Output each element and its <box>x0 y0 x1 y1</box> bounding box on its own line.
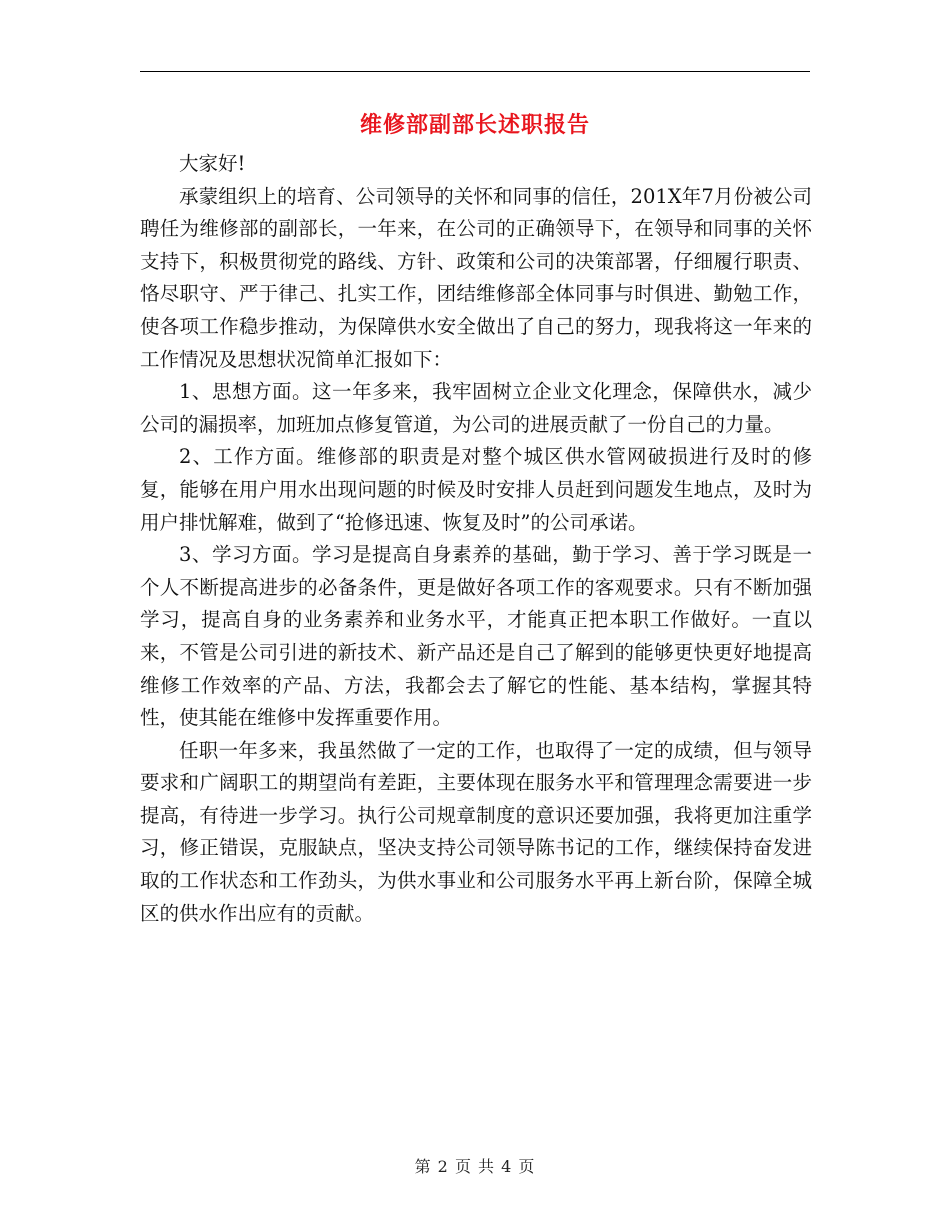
paragraph-greeting: 大家好! <box>179 152 246 175</box>
paragraph-thinking: 1、思想方面。这一年多来，我牢固树立企业文化理念，保障供水，减少公司的漏损率，加班加点修复管道，为公司的进展贡献了一份自己的力量。 <box>140 380 812 436</box>
paragraph-intro: 承蒙组织上的培育、公司领导的关怀和同事的信任，201X年7月份被公司聘任为维修部的副部长，一年来，在公司的正确领导下，在领导和同事的关怀支持下，积极贯彻党的路线、方针、政策和公司的决策部署，仔细履行职责、恪尽职守、严于律己、扎实工作，团结维修部全体同事与时俱进、勤勉工作，使各项工作稳步推动，为保障供水安全做出了自己的努力，现我将这一年来的工作情况及思想状况简单汇报如下： <box>140 184 812 371</box>
document-title: 维修部副部长述职报告 <box>359 112 590 138</box>
page-number: 第 2 页 共 4 页 <box>414 1157 536 1176</box>
paragraph-work: 2、工作方面。维修部的职责是对整个城区供水管网破损进行及时的修复，能够在用户用水出现问题的时候及时安排人员赶到问题发生地点，及时为用户排忧解难，做到了“抢修迅速、恢复及时”的公司承诺。 <box>140 445 812 534</box>
header-rule <box>140 71 810 72</box>
paragraph-conclusion: 任职一年多来，我虽然做了一定的工作，也取得了一定的成绩，但与领导要求和广阔职工的期望尚有差距，主要体现在服务水平和管理理念需要进一步提高，有待进一步学习。执行公司规章制度的意识还要加强，我将更加注重学习，修正错误，克服缺点，坚决支持公司领导陈书记的工作，继续保持奋发进取的工作状态和工作劲头，为供水事业和公司服务水平再上新台阶，保障全城区的供水作出应有的贡献。 <box>140 738 812 925</box>
document-body <box>140 148 812 930</box>
paragraph-learning: 3、学习方面。学习是提高自身素养的基础，勤于学习、善于学习既是一个人不断提高进步的必备条件，更是做好各项工作的客观要求。只有不断加强学习，提高自身的业务素养和业务水平，才能真正把本职工作做好。一直以来，不管是公司引进的新技术、新产品还是自己了解到的能够更快更好地提高维修工作效率的产品、方法，我都会去了解它的性能、基本结构，掌握其特性，使其能在维修中发挥重要作用。 <box>140 543 812 730</box>
